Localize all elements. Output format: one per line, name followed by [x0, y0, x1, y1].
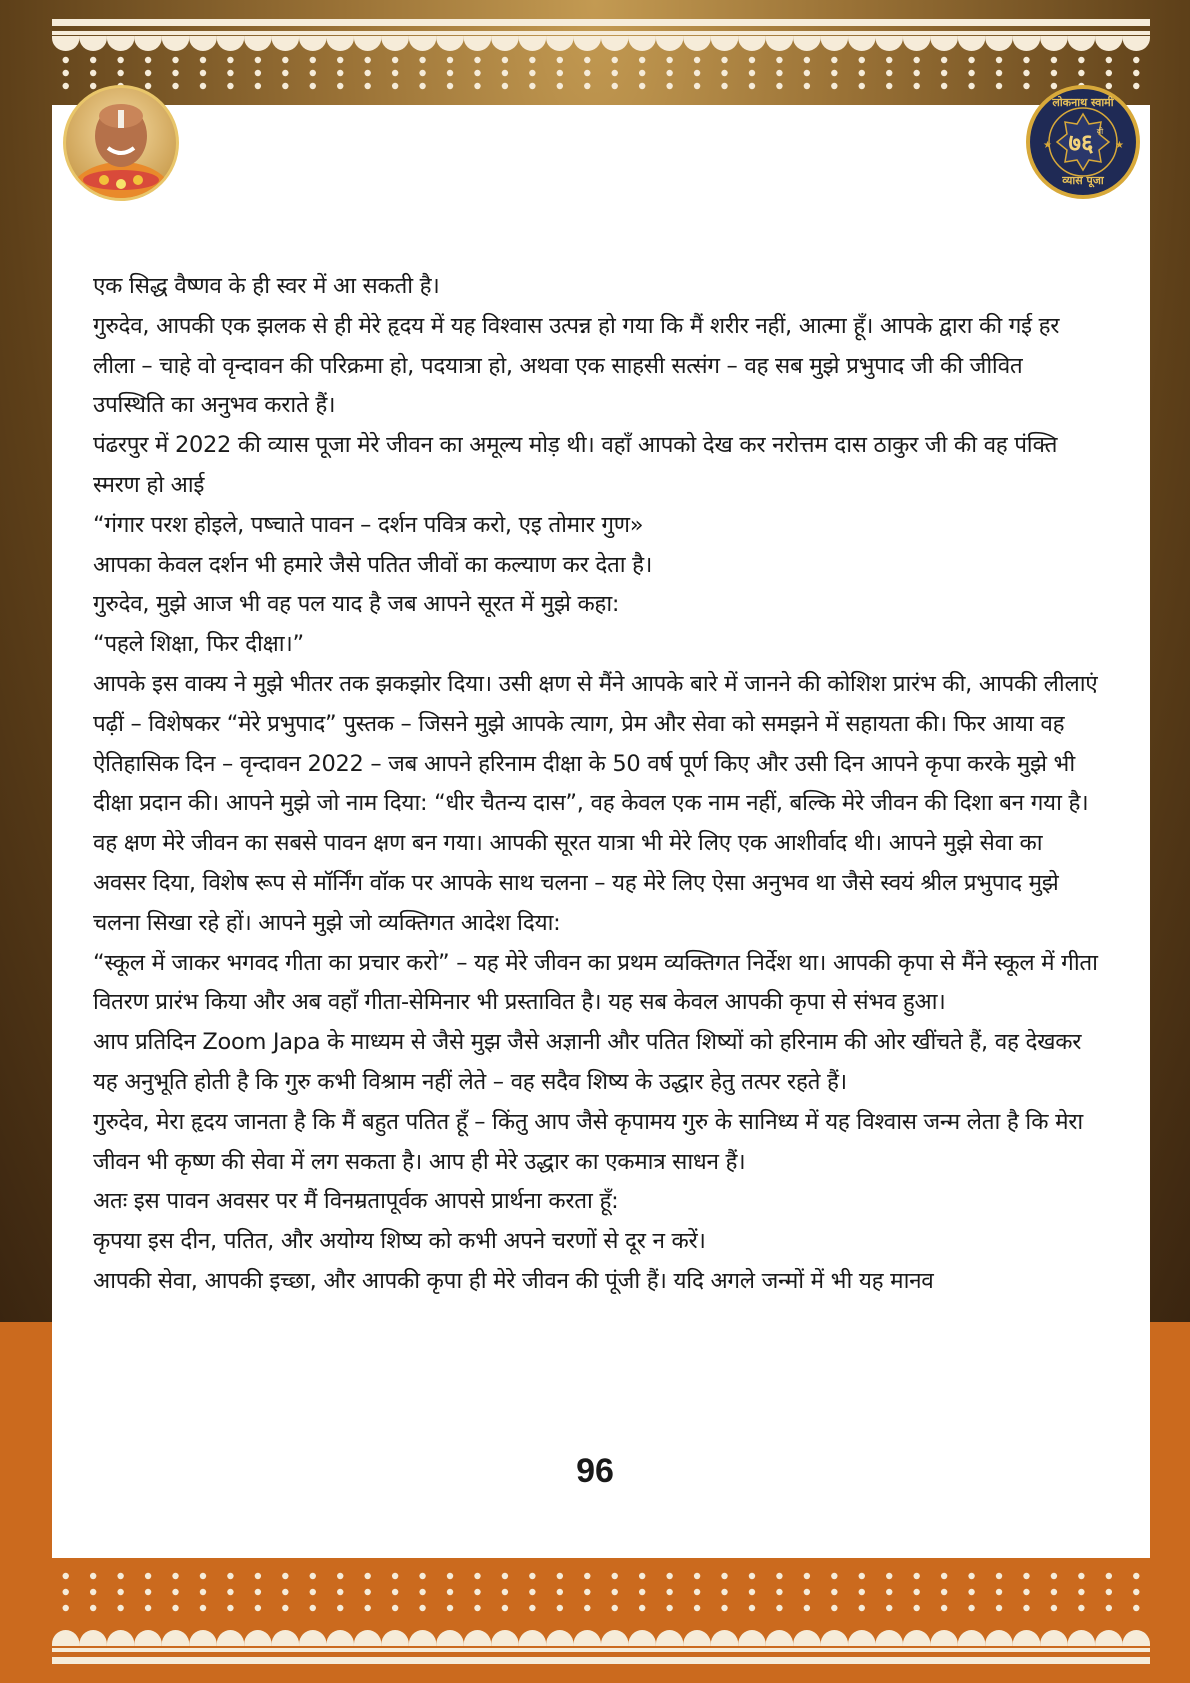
seal-number: ७६ — [1068, 129, 1094, 157]
paragraph: एक सिद्ध वैष्णव के ही स्वर में आ सकती है। — [93, 273, 440, 299]
paragraph: आपके इस वाक्य ने मुझे भीतर तक झकझोर दिया। उसी क्षण से मैंने आपके बारे में जानने की कोशिश प्रारंभ की, आपकी लीलाएं पढ़ीं – विशेषकर “मेरे प्रभुपाद” पुस्तक – जिसने मुझे आपके त्याग, प्रेम और सेवा को समझने में सहायता की। फिर आया वह ऐतिहासिक दिन – वृन्दावन 2022 – जब आपने हरिनाम दीक्षा के 50 वर्ष पूर्ण किए और उसी दिन आपने कृपा करके मुझे भी दीक्षा प्रदान की। आपने मुझे जो नाम दिया: “धीर चैतन्य दास”, वह केवल एक नाम नहीं, बल्कि मेरे जीवन की दिशा बन गया है। वह क्षण मेरे जीवन का सबसे पावन क्षण बन गया। आपकी सूरत यात्रा भी मेरे लिए एक आशीर्वाद थी। आपने मुझे सेवा का अवसर दिया, विशेष रूप से मॉर्निंग वॉक पर आपके साथ चलना – यह मेरे लिए ऐसा अनुभव था जैसे स्वयं श्रील प्रभुपाद मुझे चलना सिखा रहे हों। आपने मुझे जो व्यक्तिगत आदेश दिया: — [93, 670, 1098, 936]
guru-portrait-photo — [62, 84, 180, 202]
letter-body — [93, 267, 1098, 1302]
seal-bottom-text: व्यास पूजा — [1062, 174, 1104, 187]
paragraph: गुरुदेव, आपकी एक झलक से ही मेरे हृदय में यह विश्वास उत्पन्न हो गया कि मैं शरीर नहीं, आत्मा हूँ। आपके द्वारा की गई हर लीला – चाहे वो वृन्दावन की परिक्रमा हो, पदयात्रा हो, अथवा एक साहसी सत्संग – वह सब मुझे प्रभुपाद जी की जीवित उपस्थिति का अनुभव कराते हैं। — [93, 312, 1060, 419]
vyasa-puja-seal-logo — [1025, 84, 1141, 200]
paragraph: “पहले शिक्षा, फिर दीक्षा।” — [93, 631, 304, 658]
paragraph: “स्कूल में जाकर भगवद गीता का प्रचार करो” – यह मेरे जीवन का प्रथम व्यक्तिगत निर्देश था। आपकी कृपा से मैंने स्कूल में गीता वितरण प्रारंभ किया और अब वहाँ गीता-सेमिनार भी प्रस्तावित है। यह सब केवल आपकी कृपा से संभव हुआ। — [93, 949, 1098, 1016]
paragraph: अतः इस पावन अवसर पर मैं विनम्रतापूर्वक आपसे प्रार्थना करता हूँ: — [93, 1188, 619, 1215]
top-decorative-border — [52, 18, 1150, 118]
paragraph: “गंगार परश होइले, पष्चाते पावन – दर्शन पवित्र करो, एइ तोमार गुण» — [93, 511, 644, 538]
paragraph: आपका केवल दर्शन भी हमारे जैसे पतित जीवों का कल्याण कर देता है। — [93, 551, 653, 578]
bottom-frame-line — [52, 1657, 1150, 1664]
paragraph: आप प्रतिदिन Zoom Japa के माध्यम से जैसे मुझ जैसे अज्ञानी और पतित शिष्यों को हरिनाम की ओर खींचते हैं, वह देखकर यह अनुभूति होती है कि गुरु कभी विश्राम नहीं लेते – वह सदैव शिष्य के उद्धार हेतु तत्पर रहते हैं। — [93, 1029, 1082, 1095]
paragraph: गुरुदेव, मेरा हृदय जानता है कि मैं बहुत पतित हूँ – किंतु आप जैसे कृपामय गुरु के सानिध्य में यह विश्वास जन्म लेता है कि मेरा जीवन भी कृष्ण की सेवा में लग सकता है। आप ही मेरे उद्धार का एकमात्र साधन हैं। — [93, 1108, 1083, 1175]
bottom-frame-line-inner — [52, 1648, 1150, 1652]
svg-text:★: ★ — [1115, 140, 1124, 151]
paragraph: गुरुदेव, मुझे आज भी वह पल याद है जब आपने सूरत में मुझे कहा: — [93, 591, 620, 618]
seal-top-text: लोकनाथ स्वामी — [1052, 96, 1114, 109]
paragraph: आपकी सेवा, आपकी इच्छा, और आपकी कृपा ही मेरे जीवन की पूंजी हैं। यदि अगले जन्मों में भी यह मानव — [93, 1267, 934, 1294]
paragraph: पंढरपुर में 2022 की व्यास पूजा मेरे जीवन का अमूल्य मोड़ थी। वहाँ आपको देख कर नरोत्तम दास ठाकुर जी की वह पंक्ति स्मरण हो आई — [93, 432, 1058, 498]
svg-text:★: ★ — [1043, 140, 1052, 151]
seal-superscript: वी — [1096, 127, 1104, 136]
page-number: 96 — [576, 1452, 614, 1490]
paragraph: कृपया इस दीन, पतित, और अयोग्य शिष्य को कभी अपने चरणों से दूर न करें। — [93, 1228, 706, 1255]
